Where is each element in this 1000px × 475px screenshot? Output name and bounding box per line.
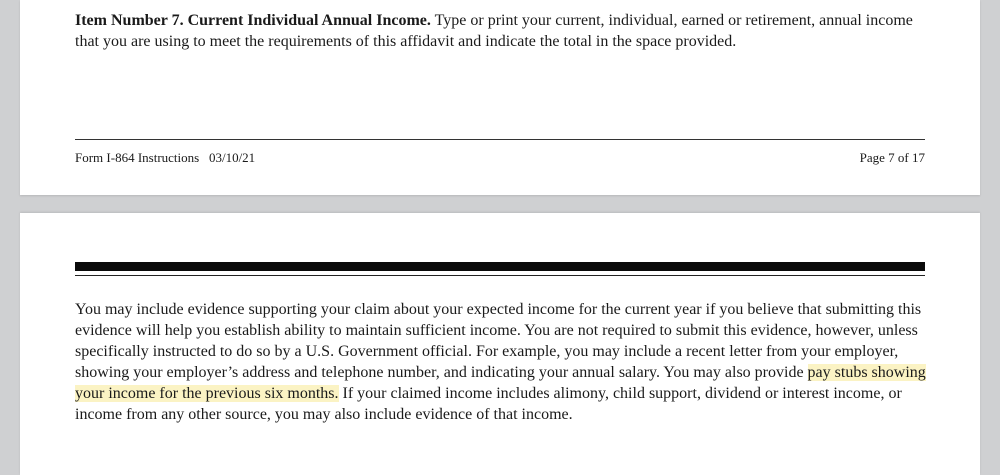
evidence-text-after: If your claimed income includes alimony, child support, dividend or interest income, or income from any other source, you may also include evidence of that income.: [75, 385, 902, 423]
footer-page-number: Page 7 of 17: [859, 150, 925, 165]
document-page-bottom: [20, 213, 980, 475]
document-page-top: [20, 0, 980, 195]
highlighted-text[interactable]: pay stubs showing your income for the previous six months.: [75, 364, 926, 402]
item-7-body: Type or print your current, individual, earned or retirement, annual income that you are using to meet the requirements of this affidavit and indicate the total in the space provided.: [75, 12, 913, 50]
item-7-heading: Item Number 7. Current Individual Annual Income.: [75, 12, 431, 29]
evidence-paragraph: [75, 299, 935, 425]
footer-form-info: Form I-864 Instructions 03/10/21: [75, 150, 256, 165]
footer-divider: [75, 139, 925, 140]
evidence-text-before: You may include evidence supporting your claim about your expected income for the current year if you believe that submitting this evidence will help you establish ability to maintain sufficient income. You are not required to submit this evidence, however, unless specifically instructed to do so by a U.S. Government official. For example, you may include a recent letter from your employer, showing your employer’s address and telephone number, and indicating your annual salary. You may also provide: [75, 301, 922, 381]
header-thin-rule: [75, 275, 925, 276]
item-7-paragraph: [75, 10, 935, 52]
header-thick-rule: [75, 262, 925, 271]
